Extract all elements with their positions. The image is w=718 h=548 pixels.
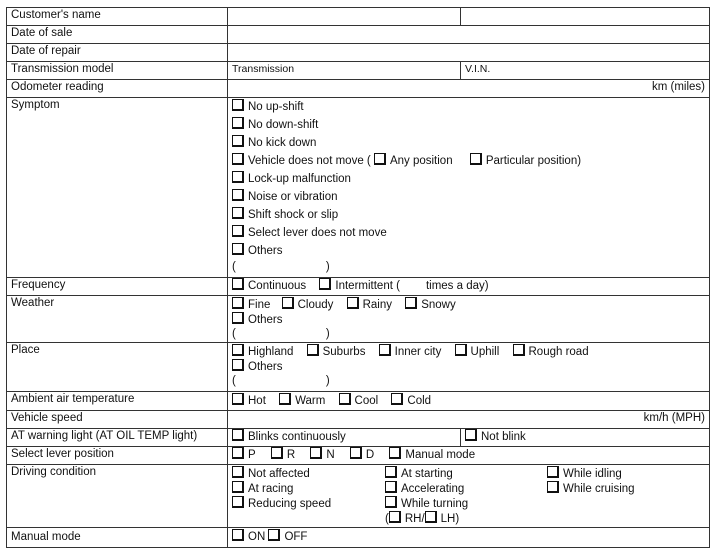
paren-close: ) bbox=[325, 375, 330, 387]
row-transmission-model bbox=[7, 62, 710, 80]
checkbox-icon[interactable] bbox=[389, 447, 401, 459]
option-label: Suburbs bbox=[322, 346, 366, 358]
checkbox-icon[interactable] bbox=[232, 312, 244, 324]
driving-while-turning[interactable] bbox=[385, 496, 543, 511]
checkbox-icon[interactable] bbox=[232, 207, 244, 219]
symptom-others-input[interactable] bbox=[232, 260, 705, 275]
checkbox-icon[interactable] bbox=[547, 481, 559, 493]
row-customers-name bbox=[7, 8, 710, 26]
option-label: Intermittent ( bbox=[335, 280, 400, 292]
driving-condition-grid bbox=[232, 465, 709, 527]
checkbox-icon[interactable] bbox=[465, 429, 477, 441]
customers-name-label: Customer's name bbox=[7, 8, 228, 26]
checkbox-icon[interactable] bbox=[513, 344, 525, 356]
symptom-any-position[interactable] bbox=[374, 155, 453, 167]
place-label: Place bbox=[7, 343, 228, 392]
option-label: Cloudy bbox=[297, 299, 334, 311]
row-select-lever-position bbox=[7, 447, 710, 465]
date-of-sale-field[interactable] bbox=[228, 26, 710, 44]
paren-open: ( bbox=[232, 375, 236, 387]
manual-mode-label: Manual mode bbox=[7, 528, 228, 548]
option-label: Uphill bbox=[470, 346, 500, 358]
place-suburbs[interactable] bbox=[307, 344, 366, 360]
driving-accelerating[interactable] bbox=[385, 481, 543, 496]
option-label: While idling bbox=[563, 468, 622, 480]
symptom-not-move-option[interactable] bbox=[232, 155, 371, 167]
option-label: Cold bbox=[407, 395, 432, 407]
lever-p[interactable] bbox=[232, 447, 256, 463]
symptom-shift-shock[interactable] bbox=[232, 206, 705, 224]
weather-others-input[interactable] bbox=[232, 327, 705, 342]
checkbox-icon[interactable] bbox=[232, 481, 244, 493]
option-label: Lock-up malfunction bbox=[248, 173, 351, 185]
lever-n[interactable] bbox=[310, 447, 334, 463]
row-place bbox=[7, 343, 710, 392]
driving-while-cruising[interactable] bbox=[547, 481, 709, 496]
place-others[interactable] bbox=[232, 359, 705, 374]
checkbox-icon[interactable] bbox=[232, 135, 244, 147]
checkbox-icon[interactable] bbox=[232, 117, 244, 129]
row-date-of-repair bbox=[7, 44, 710, 62]
date-of-repair-field[interactable] bbox=[228, 44, 710, 62]
checkbox-icon[interactable] bbox=[385, 496, 397, 508]
manual-mode-on[interactable] bbox=[232, 531, 265, 543]
transmission-field[interactable] bbox=[228, 62, 461, 80]
driving-at-racing[interactable] bbox=[232, 481, 381, 496]
row-frequency bbox=[7, 278, 710, 296]
checkbox-icon[interactable] bbox=[232, 344, 244, 356]
symptom-no-upshift[interactable] bbox=[232, 98, 705, 116]
checkbox-icon[interactable] bbox=[282, 297, 294, 309]
row-weather bbox=[7, 296, 710, 343]
transmission-field-label: Transmission bbox=[232, 63, 295, 75]
option-label: Rainy bbox=[362, 299, 392, 311]
checkbox-icon[interactable] bbox=[232, 466, 244, 478]
checkbox-icon[interactable] bbox=[470, 153, 482, 165]
vin-field-label: V.I.N. bbox=[465, 63, 491, 75]
option-label: Continuous bbox=[248, 280, 307, 292]
checkbox-icon[interactable] bbox=[391, 393, 403, 405]
option-label: At racing bbox=[248, 483, 294, 495]
symptom-lockup[interactable] bbox=[232, 170, 705, 188]
at-warning-not-blink[interactable] bbox=[461, 429, 710, 447]
symptom-not-move bbox=[232, 152, 705, 170]
symptom-particular-position[interactable] bbox=[470, 155, 581, 167]
paren-open: ( bbox=[385, 513, 389, 525]
checkbox-icon[interactable] bbox=[232, 429, 244, 441]
place-inner-city[interactable] bbox=[379, 344, 442, 360]
option-label: Snowy bbox=[421, 299, 456, 311]
vehicle-speed-field[interactable] bbox=[228, 411, 710, 429]
place-others-input[interactable] bbox=[232, 374, 705, 389]
date-of-sale-label: Date of sale bbox=[7, 26, 228, 44]
option-label: D bbox=[365, 449, 375, 461]
odometer-label: Odometer reading bbox=[7, 80, 228, 98]
driving-turning-direction bbox=[385, 511, 543, 526]
at-warning-label: AT warning light (AT OIL TEMP light) bbox=[7, 429, 228, 447]
customers-name-field-2[interactable] bbox=[461, 8, 710, 26]
option-label: Others bbox=[248, 361, 283, 373]
checkbox-icon[interactable] bbox=[232, 189, 244, 201]
option-label: Vehicle does not move ( bbox=[248, 155, 371, 167]
checkbox-icon[interactable] bbox=[405, 297, 417, 309]
symptom-select-lever[interactable] bbox=[232, 224, 705, 242]
row-odometer bbox=[7, 80, 710, 98]
driving-condition-label: Driving condition bbox=[7, 465, 228, 528]
option-label: Hot bbox=[248, 395, 266, 407]
checkbox-icon[interactable] bbox=[389, 511, 401, 523]
weather-rainy[interactable] bbox=[347, 297, 392, 313]
option-label: Accelerating bbox=[401, 483, 465, 495]
checkbox-icon[interactable] bbox=[232, 225, 244, 237]
symptom-label: Symptom bbox=[7, 98, 228, 278]
option-label: While turning bbox=[401, 498, 469, 510]
vehicle-speed-unit: km/h (MPH) bbox=[643, 412, 705, 424]
checkbox-icon[interactable] bbox=[271, 447, 283, 459]
option-label: Highland bbox=[248, 346, 294, 358]
customers-name-field[interactable] bbox=[228, 8, 461, 26]
manual-mode-off[interactable] bbox=[268, 531, 307, 543]
ambient-cold[interactable] bbox=[391, 392, 431, 410]
ambient-options bbox=[228, 392, 710, 411]
row-symptom bbox=[7, 98, 710, 278]
checkbox-icon[interactable] bbox=[232, 278, 244, 290]
checkbox-icon[interactable] bbox=[232, 393, 244, 405]
checkbox-icon[interactable] bbox=[347, 297, 359, 309]
option-label: Particular position) bbox=[485, 155, 582, 167]
checkbox-icon[interactable] bbox=[268, 529, 280, 541]
lever-manual[interactable] bbox=[389, 447, 475, 463]
checkbox-icon[interactable] bbox=[232, 99, 244, 111]
symptom-others[interactable] bbox=[232, 242, 705, 260]
frequency-label: Frequency bbox=[7, 278, 228, 296]
checkbox-icon[interactable] bbox=[307, 344, 319, 356]
checkbox-icon[interactable] bbox=[339, 393, 351, 405]
option-label: LH) bbox=[440, 513, 460, 525]
place-highland[interactable] bbox=[232, 344, 293, 360]
driving-col-2 bbox=[381, 465, 543, 527]
ambient-cool[interactable] bbox=[339, 392, 379, 410]
option-label: Blinks continuously bbox=[248, 431, 346, 443]
option-label: Shift shock or slip bbox=[248, 209, 339, 221]
option-label: Inner city bbox=[394, 346, 442, 358]
row-date-of-sale bbox=[7, 26, 710, 44]
driving-while-idling[interactable] bbox=[547, 466, 709, 481]
driving-condition-options bbox=[228, 465, 710, 528]
frequency-options bbox=[228, 278, 710, 296]
option-label: Not blink bbox=[481, 431, 526, 443]
worksheet-table bbox=[6, 7, 710, 548]
frequency-times-label: times a day) bbox=[425, 280, 489, 292]
paren-open: ( bbox=[232, 261, 236, 273]
weather-cloudy[interactable] bbox=[282, 297, 334, 313]
option-label: Select lever does not move bbox=[248, 227, 387, 239]
checkbox-icon[interactable] bbox=[379, 344, 391, 356]
checkbox-icon[interactable] bbox=[385, 466, 397, 478]
driving-reducing-speed[interactable] bbox=[232, 496, 381, 511]
vin-field[interactable] bbox=[461, 62, 710, 80]
checkbox-icon[interactable] bbox=[232, 297, 244, 309]
option-label: At starting bbox=[401, 468, 453, 480]
diagnostic-worksheet bbox=[6, 7, 709, 548]
symptom-no-downshift[interactable] bbox=[232, 116, 705, 134]
symptom-noise[interactable] bbox=[232, 188, 705, 206]
option-label: Cool bbox=[354, 395, 379, 407]
weather-others[interactable] bbox=[232, 312, 705, 327]
place-options bbox=[228, 343, 710, 392]
checkbox-icon[interactable] bbox=[279, 393, 291, 405]
option-label: Rough road bbox=[528, 346, 589, 358]
frequency-intermittent[interactable] bbox=[319, 280, 400, 292]
paren-open: ( bbox=[232, 328, 236, 340]
option-label: No down-shift bbox=[248, 119, 319, 131]
option-label: OFF bbox=[284, 531, 308, 543]
ambient-label: Ambient air temperature bbox=[7, 392, 228, 411]
weather-fine[interactable] bbox=[232, 297, 270, 313]
weather-label: Weather bbox=[7, 296, 228, 343]
frequency-continuous[interactable] bbox=[232, 278, 306, 295]
option-label: Noise or vibration bbox=[248, 191, 338, 203]
option-label: While cruising bbox=[563, 483, 635, 495]
option-label: Manual mode bbox=[405, 449, 476, 461]
select-lever-options bbox=[228, 447, 710, 465]
option-label: R bbox=[286, 449, 296, 461]
option-label: Warm bbox=[295, 395, 326, 407]
option-label: Not affected bbox=[248, 468, 310, 480]
option-label: Others bbox=[248, 245, 283, 257]
option-label: RH/ bbox=[404, 513, 425, 525]
checkbox-icon[interactable] bbox=[547, 466, 559, 478]
date-of-repair-label: Date of repair bbox=[7, 44, 228, 62]
symptom-no-kickdown[interactable] bbox=[232, 134, 705, 152]
driving-not-affected[interactable] bbox=[232, 466, 381, 481]
manual-mode-options bbox=[228, 528, 710, 548]
checkbox-icon[interactable] bbox=[350, 447, 362, 459]
option-label: No up-shift bbox=[248, 101, 304, 113]
ambient-warm[interactable] bbox=[279, 392, 325, 410]
lever-r[interactable] bbox=[271, 447, 295, 463]
option-label: ON bbox=[248, 531, 266, 543]
option-label: Others bbox=[248, 314, 283, 326]
option-label: Fine bbox=[248, 299, 271, 311]
checkbox-icon[interactable] bbox=[232, 153, 244, 165]
paren-close: ) bbox=[325, 261, 330, 273]
lever-d[interactable] bbox=[350, 447, 374, 463]
option-label: Reducing speed bbox=[248, 498, 332, 510]
driving-col-1 bbox=[232, 465, 381, 527]
checkbox-icon[interactable] bbox=[385, 481, 397, 493]
vehicle-speed-label: Vehicle speed bbox=[7, 411, 228, 429]
checkbox-icon[interactable] bbox=[232, 529, 244, 541]
option-label: P bbox=[248, 449, 256, 461]
odometer-field[interactable] bbox=[228, 80, 710, 98]
checkbox-icon[interactable] bbox=[232, 496, 244, 508]
row-driving-condition bbox=[7, 465, 710, 528]
driving-rh[interactable] bbox=[389, 513, 425, 525]
checkbox-icon[interactable] bbox=[232, 447, 244, 459]
row-vehicle-speed bbox=[7, 411, 710, 429]
at-warning-blinks[interactable] bbox=[228, 429, 461, 447]
place-uphill[interactable] bbox=[455, 344, 500, 360]
checkbox-icon[interactable] bbox=[374, 153, 386, 165]
driving-lh[interactable] bbox=[425, 513, 460, 525]
checkbox-icon[interactable] bbox=[455, 344, 467, 356]
checkbox-icon[interactable] bbox=[319, 278, 331, 290]
transmission-model-label: Transmission model bbox=[7, 62, 228, 80]
row-manual-mode bbox=[7, 528, 710, 548]
paren-close: ) bbox=[325, 328, 330, 340]
odometer-unit: km (miles) bbox=[651, 81, 705, 93]
place-rough-road[interactable] bbox=[513, 344, 589, 360]
ambient-hot[interactable] bbox=[232, 392, 266, 410]
option-label: N bbox=[326, 449, 335, 461]
option-label: Any position bbox=[389, 155, 453, 167]
driving-at-starting[interactable] bbox=[385, 466, 543, 481]
row-ambient bbox=[7, 392, 710, 411]
row-at-warning bbox=[7, 429, 710, 447]
checkbox-icon[interactable] bbox=[232, 243, 244, 255]
driving-col-3 bbox=[543, 465, 709, 527]
checkbox-icon[interactable] bbox=[310, 447, 322, 459]
weather-snowy[interactable] bbox=[405, 297, 456, 313]
option-label: No kick down bbox=[248, 137, 317, 149]
checkbox-icon[interactable] bbox=[425, 511, 437, 523]
weather-options bbox=[228, 296, 710, 343]
symptom-options bbox=[228, 98, 710, 278]
checkbox-icon[interactable] bbox=[232, 359, 244, 371]
select-lever-position-label: Select lever position bbox=[7, 447, 228, 465]
checkbox-icon[interactable] bbox=[232, 171, 244, 183]
